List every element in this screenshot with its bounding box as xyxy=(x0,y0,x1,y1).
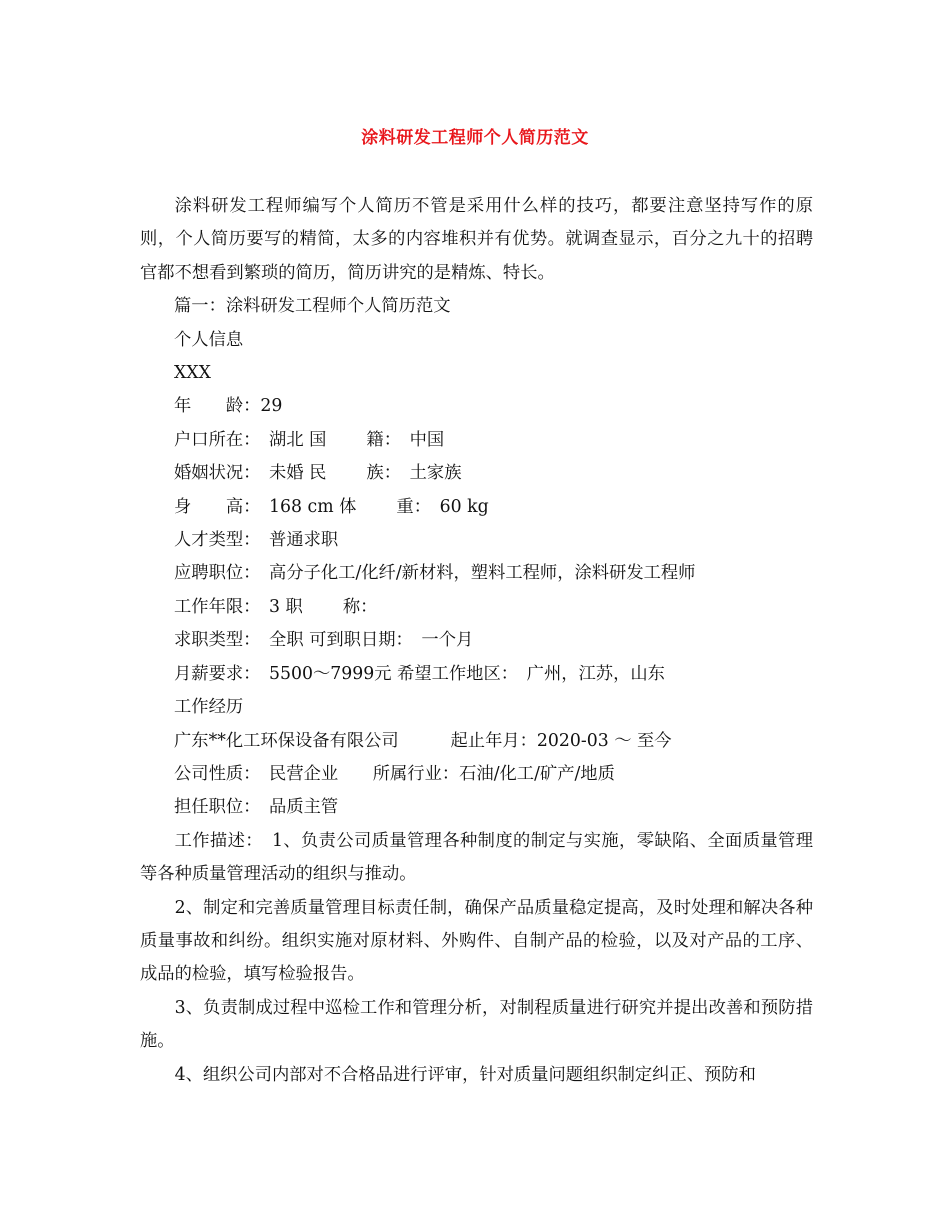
work-description-2: 2、制定和完善质量管理目标责任制，确保产品质量稳定提高，及时处理和解决各种质量事故和纠纷。组织实施对原材料、外购件、自制产品的检验，以及对产品的工序、成品的检验，填写检验报告。 xyxy=(140,897,813,985)
work-description-1: 工作描述： 1、负责公司质量管理各种制度的制定与实施，零缺陷、全面质量管理等各种质量管理活动的组织与推动。 xyxy=(140,830,813,885)
marital-line: 婚姻状况： 未婚 民 族： 土家族 xyxy=(174,463,462,484)
work-experience-heading: 工作经历 xyxy=(174,697,244,718)
document-body xyxy=(140,190,813,1092)
document-title: 涂料研发工程师个人简历范文 xyxy=(361,128,589,148)
years-line: 工作年限： 3 职 称： xyxy=(174,596,378,617)
job-type-line: 求职类型： 全职 可到职日期： 一个月 xyxy=(174,630,474,651)
section-heading: 篇一：涂料研发工程师个人简历范文 xyxy=(174,296,451,317)
age-line xyxy=(140,390,813,423)
intro-paragraph: 涂料研发工程师编写个人简历不管是采用什么样的技巧，都要注意坚持写作的原则，个人简历要写的精简，太多的内容堆积并有优势。就调查显示，百分之九十的招聘官都不想看到繁琐的简历，简历讲究的是精炼、特长。 xyxy=(140,196,813,283)
age-label: 年 龄： xyxy=(174,396,261,417)
company-line: 广东**化工环保设备有限公司 起止年月：2020-03 ～ 至今 xyxy=(174,730,672,751)
position-line: 应聘职位： 高分子化工/化纤/新材料，塑料工程师，涂料研发工程师 xyxy=(174,563,696,584)
work-description-4: 4、组织公司内部对不合格品进行评审，针对质量问题组织制定纠正、预防和 xyxy=(174,1064,756,1085)
work-description-3: 3、负责制成过程中巡检工作和管理分析，对制程质量进行研究并提出改善和预防措施。 xyxy=(140,997,813,1052)
role-line: 担任职位： 品质主管 xyxy=(174,797,339,818)
personal-info-heading: 个人信息 xyxy=(174,329,244,350)
age-value: 29 xyxy=(260,396,283,417)
height-line: 身 高： 168 cm 体 重： 60 kg xyxy=(174,496,489,517)
hukou-line: 户口所在： 湖北 国 籍： 中国 xyxy=(174,429,445,450)
talent-type-line: 人才类型： 普通求职 xyxy=(174,530,339,551)
name-line: XXX xyxy=(174,363,211,384)
salary-line: 月薪要求： 5500～7999元 希望工作地区： 广州，江苏，山东 xyxy=(174,663,665,684)
company-nature-line: 公司性质： 民营企业 所属行业：石油/化工/矿产/地质 xyxy=(174,763,615,784)
